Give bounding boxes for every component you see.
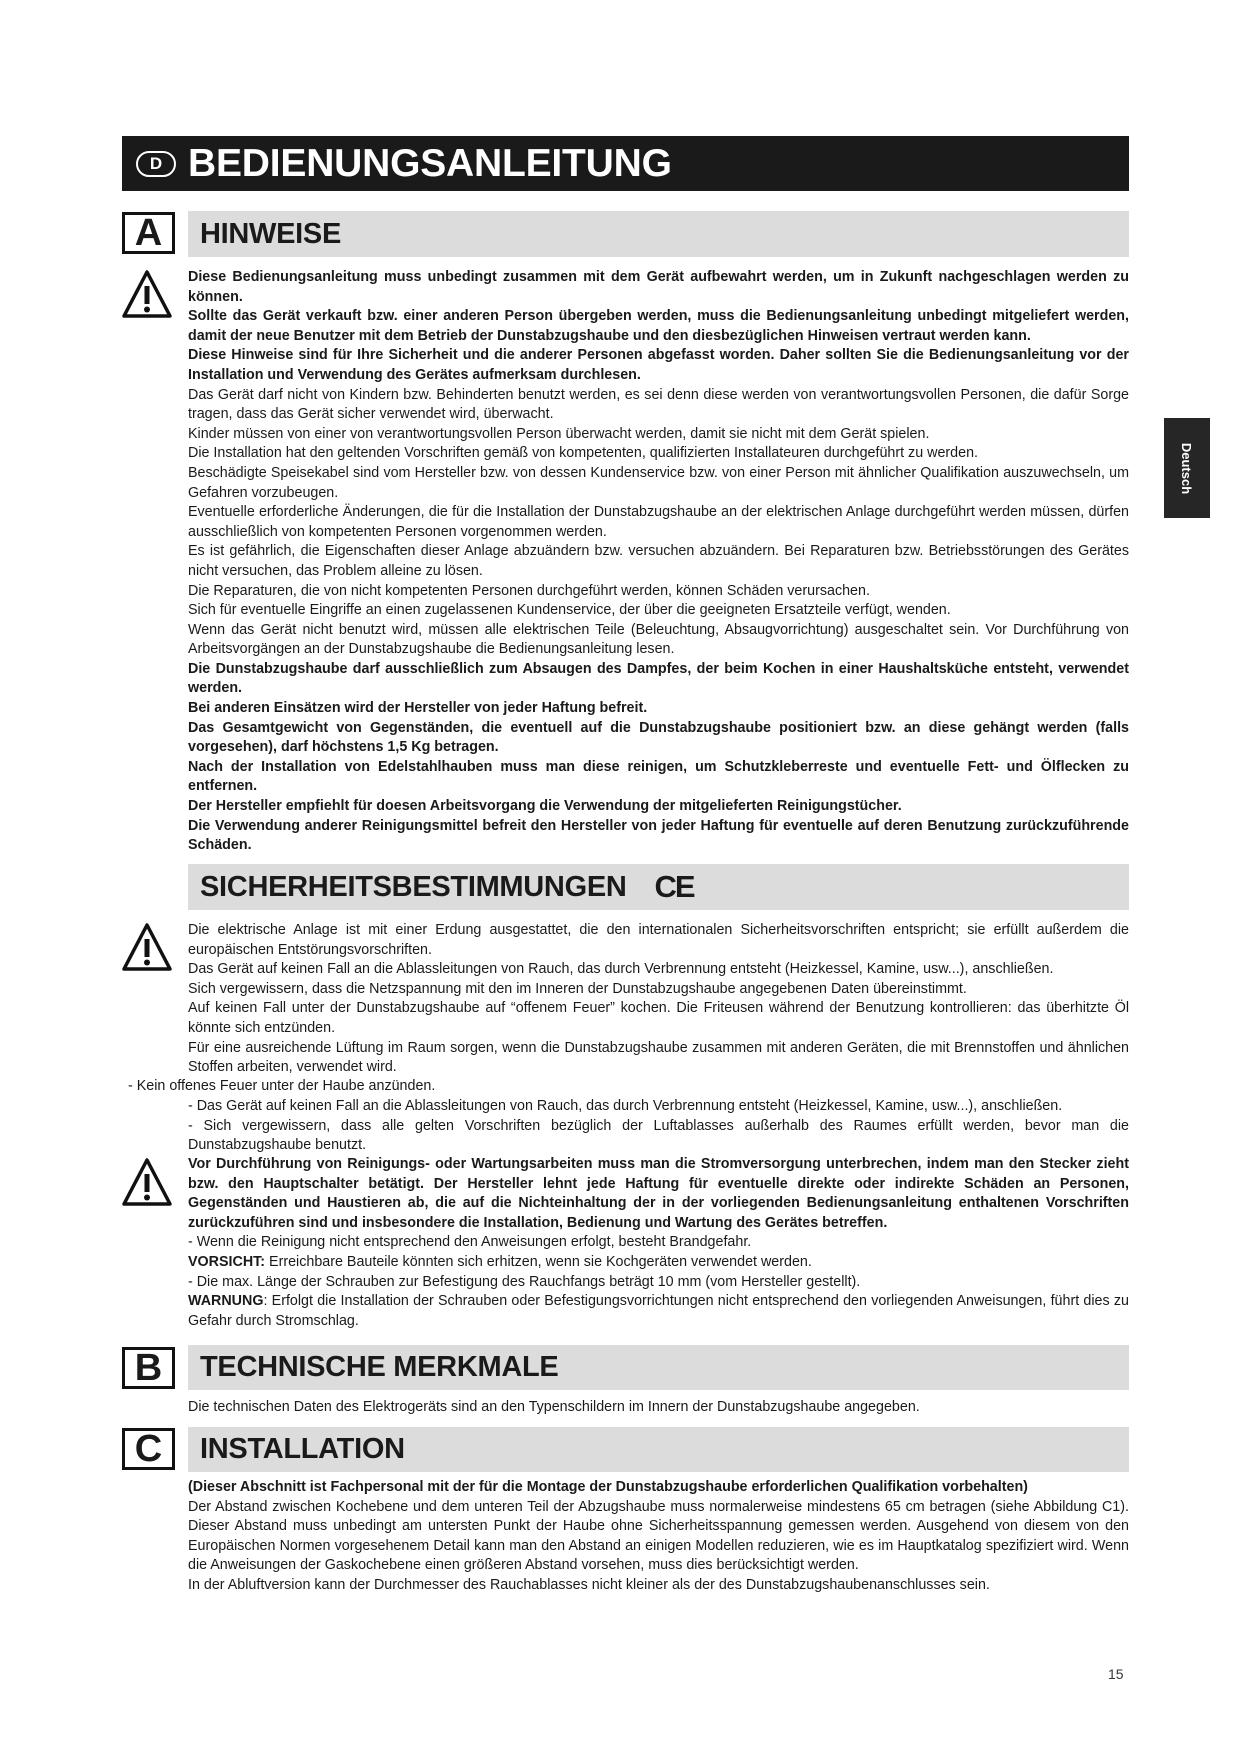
- hinweise-paragraph: Kinder müssen von einer von verantwortungsvollen Person überwacht werden, damit sie nicht mit dem Gerät spielen.: [188, 425, 930, 442]
- section-heading-sicherheit: [188, 864, 1129, 910]
- installation-hinweis: (Dieser Abschnitt ist Fachpersonal mit der für die Montage der Dunstabzugshaube erforderlichen Qualifikation vorbehalten): [188, 1479, 1028, 1495]
- warnung-text: : Erfolgt die Installation der Schrauben oder Befestigungsvorrichtungen nicht entsprechend den vorliegenden Anweisungen, führt dies zu Gefahr durch Stromschlag.: [188, 1293, 1129, 1329]
- hinweise-paragraph: Die Reparaturen, die von nicht kompetenten Personen durchgeführt werden, können Schäden verursachen.: [188, 582, 870, 599]
- sicherheit-paragraph: Für eine ausreichende Lüftung im Raum sorgen, wenn die Dunstabzugshaube zusammen mit anderen Geräten, die mit Brennstoffen und ähnlichen Stoffen arbeiten, verwendet wird.: [188, 1039, 1129, 1076]
- section-title-technisch: TECHNISCHE MERKMALE: [200, 1351, 559, 1383]
- hinweise-paragraph: Die Installation hat den geltenden Vorschriften gemäß von kompetenten, qualifizierten Installateuren durchgeführt zu werden.: [188, 445, 978, 462]
- hinweise-paragraph: Das Gesamtgewicht von Gegenständen, die eventuell auf die Dunstabzugshaube positioniert bzw. an diese gehängt werden (falls vorgesehen), darf höchstens 1,5 Kg betragen.: [188, 719, 1129, 756]
- language-side-tab: [1164, 418, 1210, 518]
- installation-abstand: Der Abstand zwischen Kochebene und dem unteren Teil der Abzugshaube muss normalerweise mindestens 65 cm betragen (siehe Abbildung C1). Dieser Abstand muss unbedingt am untersten Punkt der Haube ohne Sicherheitsspannung gemessen werden. Ausgehend von diesem von den Europäischen Normen vorgesehenem Detail kann man den Abstand an einigen Modellen reduzieren, wie es im Hauptkatalog spezifiziert wird. Wenn die Anweisungen der Gaskochebene einen größeren Abstand vorsehen, muss dies berücksichtigt werden.: [188, 1498, 1129, 1574]
- installation-text: [188, 1478, 1129, 1596]
- hinweise-paragraph: Der Hersteller empfiehlt für doesen Arbeitsvorgang die Verwendung der mitgelieferten Reinigungstücher.: [188, 798, 902, 815]
- section-title-hinweise: HINWEISE: [200, 217, 341, 250]
- hinweise-paragraph: Sollte das Gerät verkauft bzw. einer anderen Person übergeben werden, muss die Bedienungsanleitung unbedingt mitgeliefert werden, damit der neue Benutzer mit dem Betrieb der Dunstabzugshaube und den diesbezüglichen Hinweisen vertraut werden kann.: [188, 308, 1129, 344]
- sicherheit-text: [188, 921, 1129, 1078]
- warnung-label: WARNUNG: [188, 1293, 264, 1310]
- sicherheit-dash-paragraph: - Das Gerät auf keinen Fall an die Ablassleitungen von Rauch, das durch Verbrennung entsteht (Heizkessel, Kamine, usw...), anschließen.: [188, 1098, 1063, 1114]
- vorsicht-text: Erreichbare Bauteile könnten sich erhitzen, wenn sie Kochgeräten verwendet werden.: [265, 1253, 812, 1270]
- hinweise-paragraph: Das Gerät darf nicht von Kindern bzw. Behinderten benutzt werden, es sei denn diese werden von verantwortungsvollen Personen, die dafür Sorge tragen, dass das Gerät sicher verwendet wird, überwacht.: [188, 386, 1129, 423]
- hinweise-paragraph: Die Verwendung anderer Reinigungsmittel befreit den Hersteller von jeder Haftung für eventuelle auf deren Benutzung zurückzuführende Schäden.: [188, 817, 1129, 854]
- installation-abluft: In der Abluftversion kann der Durchmesser des Rauchablasses nicht kleiner als der des Dunstabzugshaubenanschlusses sein.: [188, 1576, 990, 1593]
- sicherheit-paragraph: Auf keinen Fall unter der Dunstabzugshaube auf “offenem Feuer” kochen. Die Friteusen während der Benutzung kontrollieren: das überhitzte Öl könnte sich entzünden.: [188, 1000, 1129, 1036]
- section-heading-installation: [188, 1427, 1129, 1472]
- hinweise-text: [188, 268, 1129, 856]
- sicherheit-paragraph: Das Gerät auf keinen Fall an die Ablassleitungen von Rauch, das durch Verbrennung entsteht (Heizkessel, Kamine, usw...), anschließen.: [188, 961, 1054, 978]
- hinweise-paragraph: Die Dunstabzugshaube darf ausschließlich zum Absaugen des Dampfes, der beim Kochen in einer Haushaltsküche entsteht, verwendet werden.: [188, 660, 1129, 697]
- warning-triangle-icon: [122, 269, 172, 319]
- sicherheit-dash-text: [188, 1097, 1129, 1156]
- section-letter-c: C: [122, 1428, 175, 1470]
- warning-triangle-icon: [122, 1157, 172, 1207]
- vorsicht-label: VORSICHT:: [188, 1253, 266, 1270]
- hinweise-paragraph: Es ist gefährlich, die Eigenschaften dieser Anlage abzuändern bzw. versuchen abzuändern. Bei Reparaturen bzw. Betriebsstörungen des Gerätes nicht versuchen, das Problem alleine zu lösen.: [188, 543, 1129, 579]
- sicherheit-paragraph: Die elektrische Anlage ist mit einer Erdung ausgestattet, die den internationalen Sicherheitsvorschriften entspricht; sie erfüllt außerdem die europäischen Entstörungsvorschriften.: [188, 922, 1129, 958]
- wartung-text: [188, 1155, 1129, 1331]
- section-heading-hinweise: [188, 211, 1129, 257]
- hinweise-paragraph: Wenn das Gerät nicht benutzt wird, müssen alle elektrischen Teile (Beleuchtung, Absaugvorrichtung) ausgeschaltet sein. Vor Durchführung von Arbeitsvorgängen an der Dunstabzugshaube die Bedienungsanleitung lesen.: [188, 621, 1129, 658]
- hinweise-paragraph: Eventuelle erforderliche Änderungen, die für die Installation der Dunstabzugshaube an der elektrischen Anlage durchgeführt werden müssen, dürfen ausschließlich von kompetenten Personen vorgenommen werden.: [188, 504, 1129, 540]
- page-number: 15: [1108, 1666, 1124, 1682]
- wartung-paragraph: Vor Durchführung von Reinigungs- oder Wartungsarbeiten muss man die Stromversorgung unterbrechen, indem man den Stecker zieht bzw. den Hauptschalter betätigt. Der Hersteller lehnt jede Haftung für eventuelle direkte oder indirekte Schäden an Personen, Gegenständen und Haustieren ab, die auf die Nichteinhaltung der in der vorliegenden Bedienungsanleitung enthaltenen Vorschriften zurückzuführen sind und insbesondere die Installation, Bedienung und Wartung des Gerätes betreffen.: [188, 1156, 1129, 1231]
- technisch-text: [188, 1398, 1129, 1418]
- ce-mark: CE: [654, 869, 694, 904]
- wartung-brand: - Wenn die Reinigung nicht entsprechend den Anweisungen erfolgt, besteht Brandgefahr.: [188, 1234, 752, 1251]
- hinweise-paragraph: Beschädigte Speisekabel sind vom Hersteller bzw. von dessen Kundenservice bzw. von einer Person mit ähnlicher Qualifikation auszuwechseln, um Gefahren vorzubeugen.: [188, 464, 1129, 501]
- section-title-installation: INSTALLATION: [200, 1433, 405, 1465]
- warning-triangle-icon: [122, 922, 172, 972]
- section-title-sicherheit: SICHERHEITSBESTIMMUNGEN: [200, 870, 627, 903]
- language-side-tab-label: Deutsch: [1179, 442, 1195, 494]
- hinweise-paragraph: Sich für eventuelle Eingriffe an einen zugelassenen Kundenservice, der über die geeigneten Ersatzteile verfügt, wenden.: [188, 602, 951, 619]
- hinweise-paragraph: Bei anderen Einsätzen wird der Hersteller von jeder Haftung befreit.: [188, 700, 648, 717]
- wartung-warnung: [188, 1292, 1129, 1331]
- page-title: BEDIENUNGSANLEITUNG: [188, 141, 672, 185]
- section-letter-a: A: [122, 212, 175, 254]
- language-badge: D: [136, 151, 176, 177]
- technisch-paragraph: Die technischen Daten des Elektrogeräts sind an den Typenschildern im Innern der Dunstabzugshaube angegeben.: [188, 1399, 920, 1415]
- title-bar: [122, 136, 1129, 191]
- hinweise-paragraph: Nach der Installation von Edelstahlhauben muss man diese reinigen, um Schutzkleberreste und eventuelle Fett- und Ölflecken zu entfernen.: [188, 758, 1129, 795]
- hinweise-paragraph: Diese Hinweise sind für Ihre Sicherheit und die anderer Personen abgefasst worden. Daher sollten Sie die Bedienungsanleitung vor der Installation und Verwendung des Gerätes aufmerksam durchlesen.: [188, 347, 1129, 383]
- hinweise-paragraph: Diese Bedienungsanleitung muss unbedingt zusammen mit dem Gerät aufbewahrt werden, um in Zukunft nachgeschlagen werden zu können.: [188, 269, 1129, 305]
- sicherheit-feuer-line: - Kein offenes Feuer unter der Haube anzünden.: [128, 1078, 436, 1094]
- sicherheit-dash-paragraph: - Sich vergewissern, dass alle gelten Vorschriften bezüglich der Luftablasses außerhalb des Raumes erfüllt werden, bevor man die Dunstabzugshaube benutzt.: [188, 1117, 1129, 1154]
- section-heading-technisch: [188, 1345, 1129, 1390]
- section-letter-b: B: [122, 1347, 175, 1389]
- wartung-vorsicht: [188, 1253, 1129, 1273]
- sicherheit-paragraph: Sich vergewissern, dass die Netzspannung mit den im Inneren der Dunstabzugshaube angegebenen Daten übereinstimmt.: [188, 980, 967, 997]
- wartung-schrauben: - Die max. Länge der Schrauben zur Befestigung des Rauchfangs beträgt 10 mm (vom Hersteller gestellt).: [188, 1273, 861, 1290]
